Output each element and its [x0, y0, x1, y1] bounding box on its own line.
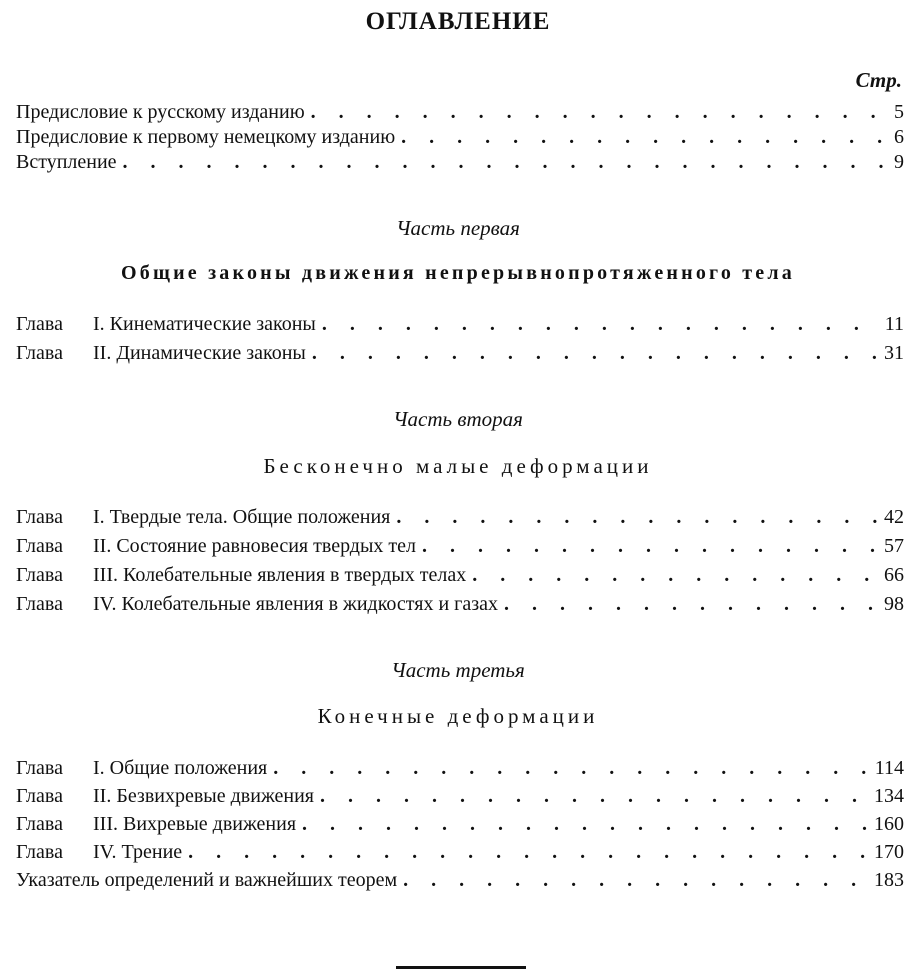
- part-3-heading: Часть третья: [391, 658, 525, 682]
- toc-entry-part1-ch1: [16, 311, 904, 338]
- dot-leader: [396, 504, 878, 531]
- entry-label: [16, 504, 390, 531]
- dot-leader: [188, 839, 868, 866]
- end-rule-divider: [396, 966, 526, 969]
- chapter-title: Динамические законы: [116, 342, 306, 364]
- page-number: 11: [884, 313, 904, 335]
- chapter-word: Глава: [16, 342, 63, 364]
- toc-entry-part1-ch2: [16, 340, 904, 367]
- chapter-word: Глава: [16, 313, 63, 335]
- dot-leader: [403, 867, 868, 894]
- dot-leader: [504, 591, 878, 618]
- page-number: 183: [874, 869, 904, 891]
- chapter-word: Глава: [16, 757, 63, 779]
- toc-entry-part3-ch3: [16, 811, 904, 838]
- chapter-number: I.: [93, 313, 105, 335]
- toc-entry-preface-german: [16, 124, 904, 151]
- chapter-title: Вихревые движения: [122, 813, 297, 835]
- entry-label: [16, 311, 316, 338]
- page-number: 57: [884, 535, 904, 557]
- entry-label: [16, 755, 267, 782]
- toc-entry-introduction: [16, 149, 904, 176]
- part-1-title: Общие законы движения непрерывнопротяженного тела: [121, 262, 795, 284]
- entry-label: Предисловие к русскому изданию: [16, 101, 305, 123]
- entry-label: [16, 783, 314, 810]
- page-number: 170: [874, 841, 904, 863]
- chapter-number: IV.: [93, 841, 117, 863]
- dot-leader: [302, 811, 868, 838]
- dot-leader: [320, 783, 868, 810]
- chapter-title: Колебательные явления в жидкостях и газах: [121, 593, 499, 615]
- entry-label: [16, 839, 182, 866]
- entry-label: [16, 591, 498, 618]
- dot-leader: [273, 755, 869, 782]
- part-3-title: Конечные деформации: [317, 704, 599, 728]
- chapter-title: Трение: [121, 841, 183, 863]
- page-number: 134: [874, 785, 904, 807]
- page-number: 42: [884, 506, 904, 528]
- toc-entry-part3-ch1: [16, 755, 904, 782]
- chapter-word: Глава: [16, 506, 63, 528]
- toc-entry-part3-ch2: [16, 783, 904, 810]
- page-number: 9: [894, 151, 904, 173]
- entry-label: [16, 811, 296, 838]
- chapter-number: I.: [93, 757, 105, 779]
- toc-entry-part2-ch3: [16, 562, 904, 589]
- entry-label: Предисловие к первому немецкому изданию: [16, 126, 396, 148]
- page-number: 98: [884, 593, 904, 615]
- dot-leader: [312, 340, 878, 367]
- entry-label: Указатель определений и важнейших теорем: [16, 869, 398, 891]
- chapter-number: II.: [93, 342, 112, 364]
- toc-entry-part2-ch1: [16, 504, 904, 531]
- chapter-title: Безвихревые движения: [116, 785, 314, 807]
- chapter-number: IV.: [93, 593, 117, 615]
- chapter-number: III.: [93, 564, 118, 586]
- toc-entry-index: [16, 867, 904, 894]
- dot-leader: [311, 99, 888, 126]
- page-number: 114: [874, 757, 904, 779]
- part-1-heading: Часть первая: [396, 216, 520, 240]
- dot-leader: [472, 562, 878, 589]
- dot-leader: [401, 124, 888, 151]
- chapter-title: Общие положения: [109, 757, 268, 779]
- chapter-title: Кинематические законы: [109, 313, 316, 335]
- entry-label: [16, 340, 306, 367]
- chapter-word: Глава: [16, 564, 63, 586]
- part-2-heading: Часть вторая: [393, 407, 523, 431]
- chapter-title: Твердые тела. Общие положения: [109, 506, 391, 528]
- chapter-word: Глава: [16, 593, 63, 615]
- chapter-number: I.: [93, 506, 105, 528]
- toc-entry-part2-ch4: [16, 591, 904, 618]
- entry-label: [16, 562, 466, 589]
- dot-leader: [422, 533, 878, 560]
- entry-label: [16, 533, 416, 560]
- chapter-number: II.: [93, 785, 112, 807]
- chapter-word: Глава: [16, 841, 63, 863]
- page-number: 160: [874, 813, 904, 835]
- entry-label: Вступление: [16, 151, 117, 173]
- toc-entry-preface-russian: [16, 99, 904, 126]
- chapter-word: Глава: [16, 813, 63, 835]
- chapter-word: Глава: [16, 535, 63, 557]
- dot-leader: [322, 311, 879, 338]
- page-title: ОГЛАВЛЕНИЕ: [365, 8, 551, 35]
- dot-leader: [123, 149, 888, 176]
- page-column-header: Стр.: [855, 68, 902, 92]
- page-number: 6: [894, 126, 904, 148]
- page-number: 66: [884, 564, 904, 586]
- chapter-title: Состояние равновесия твердых тел: [116, 535, 417, 557]
- page-number: 31: [884, 342, 904, 364]
- part-2-title: Бесконечно малые деформации: [263, 454, 653, 478]
- chapter-number: II.: [93, 535, 112, 557]
- page-number: 5: [894, 101, 904, 123]
- toc-entry-part3-ch4: [16, 839, 904, 866]
- chapter-number: III.: [93, 813, 118, 835]
- toc-entry-part2-ch2: [16, 533, 904, 560]
- chapter-word: Глава: [16, 785, 63, 807]
- chapter-title: Колебательные явления в твердых телах: [122, 564, 467, 586]
